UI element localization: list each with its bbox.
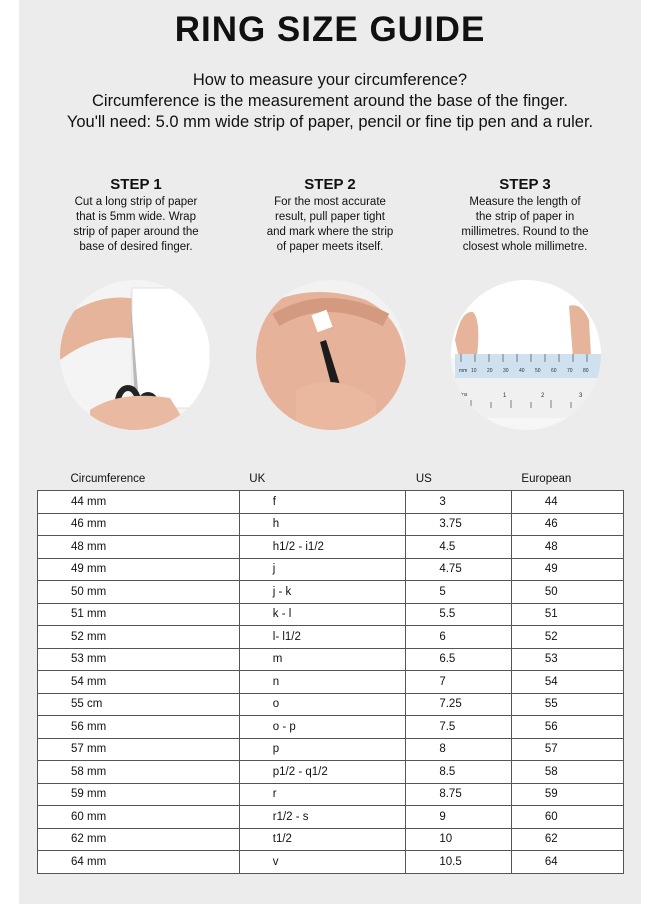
cell: 44 mm [38,491,240,514]
step-1-line: Cut a long strip of paper [74,196,198,208]
cell: 46 mm [38,513,240,536]
ring-size-table [37,468,624,874]
cell: 10.5 [406,851,512,874]
cell: 54 [511,671,623,694]
step-3 [435,176,615,255]
table-row [38,693,624,716]
table-row [38,603,624,626]
scissors-cutting-paper-illustration [60,280,210,430]
cell: 60 mm [38,806,240,829]
cell: 9 [406,806,512,829]
table-row [38,536,624,559]
cell: k - l [239,603,406,626]
step-1-description [46,195,226,255]
table-row [38,806,624,829]
step-2-line: result, pull paper tight [275,211,385,223]
cell: n [239,671,406,694]
cell: 48 [511,536,623,559]
cell: 62 [511,828,623,851]
cell: 10 [406,828,512,851]
cell: 57 [511,738,623,761]
table-row [38,716,624,739]
cell: 59 mm [38,783,240,806]
cell: p [239,738,406,761]
cell: j - k [239,581,406,604]
cell: h [239,513,406,536]
cell: 5.5 [406,603,512,626]
cell: 6 [406,626,512,649]
cell: 8.75 [406,783,512,806]
table-row [38,648,624,671]
cell: 58 [511,761,623,784]
step-3-photo [451,280,601,430]
ruler-number: 60 [551,368,557,374]
step-1-line: base of desired finger. [79,241,193,253]
table-row [38,626,624,649]
cell: 57 mm [38,738,240,761]
table-row [38,558,624,581]
step-3-heading: STEP 3 [499,176,551,193]
cell: 60 [511,806,623,829]
cell: 48 mm [38,536,240,559]
column-header-us: US [415,473,432,485]
cell: 8 [406,738,512,761]
cell: v [239,851,406,874]
cell: 58 mm [38,761,240,784]
ruler-number: 20 [487,368,493,374]
cell: 50 [511,581,623,604]
intro-text [0,70,660,133]
step-2-line: and mark where the strip [266,226,394,238]
column-header-uk: UK [249,473,266,485]
cell: 59 [511,783,623,806]
cell: h1/2 - i1/2 [239,536,406,559]
cell: 6.5 [406,648,512,671]
cell: 56 [511,716,623,739]
cell: j [239,558,406,581]
ruler-number: 2 [541,393,545,399]
step-1-heading: STEP 1 [110,176,162,193]
ruler-number: 3 [579,393,583,399]
cell: t1/2 [239,828,406,851]
cell: p1/2 - q1/2 [239,761,406,784]
step-2-heading: STEP 2 [304,176,356,193]
step-2-line: of paper meets itself. [276,241,384,253]
cell: 52 [511,626,623,649]
cell: 5 [406,581,512,604]
cell: 55 [511,693,623,716]
cell: 8.5 [406,761,512,784]
cell: o [239,693,406,716]
ruler-number: 30 [503,368,509,374]
intro-line-2: Circumference is the measurement around the base of the finger. [91,92,568,110]
step-3-line: the strip of paper in [475,211,575,223]
cell: m [239,648,406,671]
table-row [38,783,624,806]
step-2-photo [256,280,406,430]
step-1 [46,176,226,255]
finger-marking-paper-illustration [256,280,406,430]
cell: 7.25 [406,693,512,716]
cell: r1/2 - s [239,806,406,829]
step-3-line: millimetres. Round to the [461,226,589,238]
step-2-description [240,195,420,255]
step-1-line: that is 5mm wide. Wrap [76,211,196,223]
cell: 55 cm [38,693,240,716]
table-row [38,828,624,851]
table-row [38,761,624,784]
column-header-european: European [521,473,572,485]
cell: 49 mm [38,558,240,581]
cell: 4.75 [406,558,512,581]
table-header-row [38,468,624,491]
table-row [38,581,624,604]
cell: 56 mm [38,716,240,739]
ruler-mm-label: mm [459,368,468,374]
cell: 64 [511,851,623,874]
ruler-number: 70 [567,368,573,374]
cell: 51 mm [38,603,240,626]
table-row [38,513,624,536]
ruler-number: 50 [535,368,541,374]
table-row [38,671,624,694]
step-3-description [435,195,615,255]
ruler-measuring-illustration [451,280,601,430]
cell: 50 mm [38,581,240,604]
cell: 51 [511,603,623,626]
cell: 54 mm [38,671,240,694]
ruler-number: 80 [583,368,589,374]
cell: 3.75 [406,513,512,536]
cell: 7.5 [406,716,512,739]
cell: 3 [406,491,512,514]
step-2 [240,176,420,255]
cell: 64 mm [38,851,240,874]
ruler-number: 10 [471,368,477,374]
cell: 62 mm [38,828,240,851]
cell: l- l1/2 [239,626,406,649]
table-row [38,738,624,761]
step-1-line: strip of paper around the [73,226,199,238]
step-1-photo [60,280,210,430]
step-2-line: For the most accurate [274,196,386,208]
table-body [38,491,624,874]
cell: f [239,491,406,514]
cell: 7 [406,671,512,694]
intro-line-1: How to measure your circumference? [192,71,468,89]
ruler-number: 1 [503,393,507,399]
cell: 52 mm [38,626,240,649]
table-row [38,851,624,874]
ruler-inch-label: ins [461,392,468,398]
cell: 53 mm [38,648,240,671]
cell: 46 [511,513,623,536]
page-title: RING SIZE GUIDE [174,10,486,49]
step-3-line: Measure the length of [469,196,581,208]
cell: 53 [511,648,623,671]
cell: 44 [511,491,623,514]
step-3-line: closest whole millimetre. [462,241,588,253]
cell: 49 [511,558,623,581]
ruler-number: 40 [519,368,525,374]
column-header-circumference: Circumference [70,473,146,485]
cell: o - p [239,716,406,739]
cell: r [239,783,406,806]
table-row [38,491,624,514]
cell: 4.5 [406,536,512,559]
intro-line-3: You'll need: 5.0 mm wide strip of paper, pencil or fine tip pen and a ruler. [66,113,594,131]
